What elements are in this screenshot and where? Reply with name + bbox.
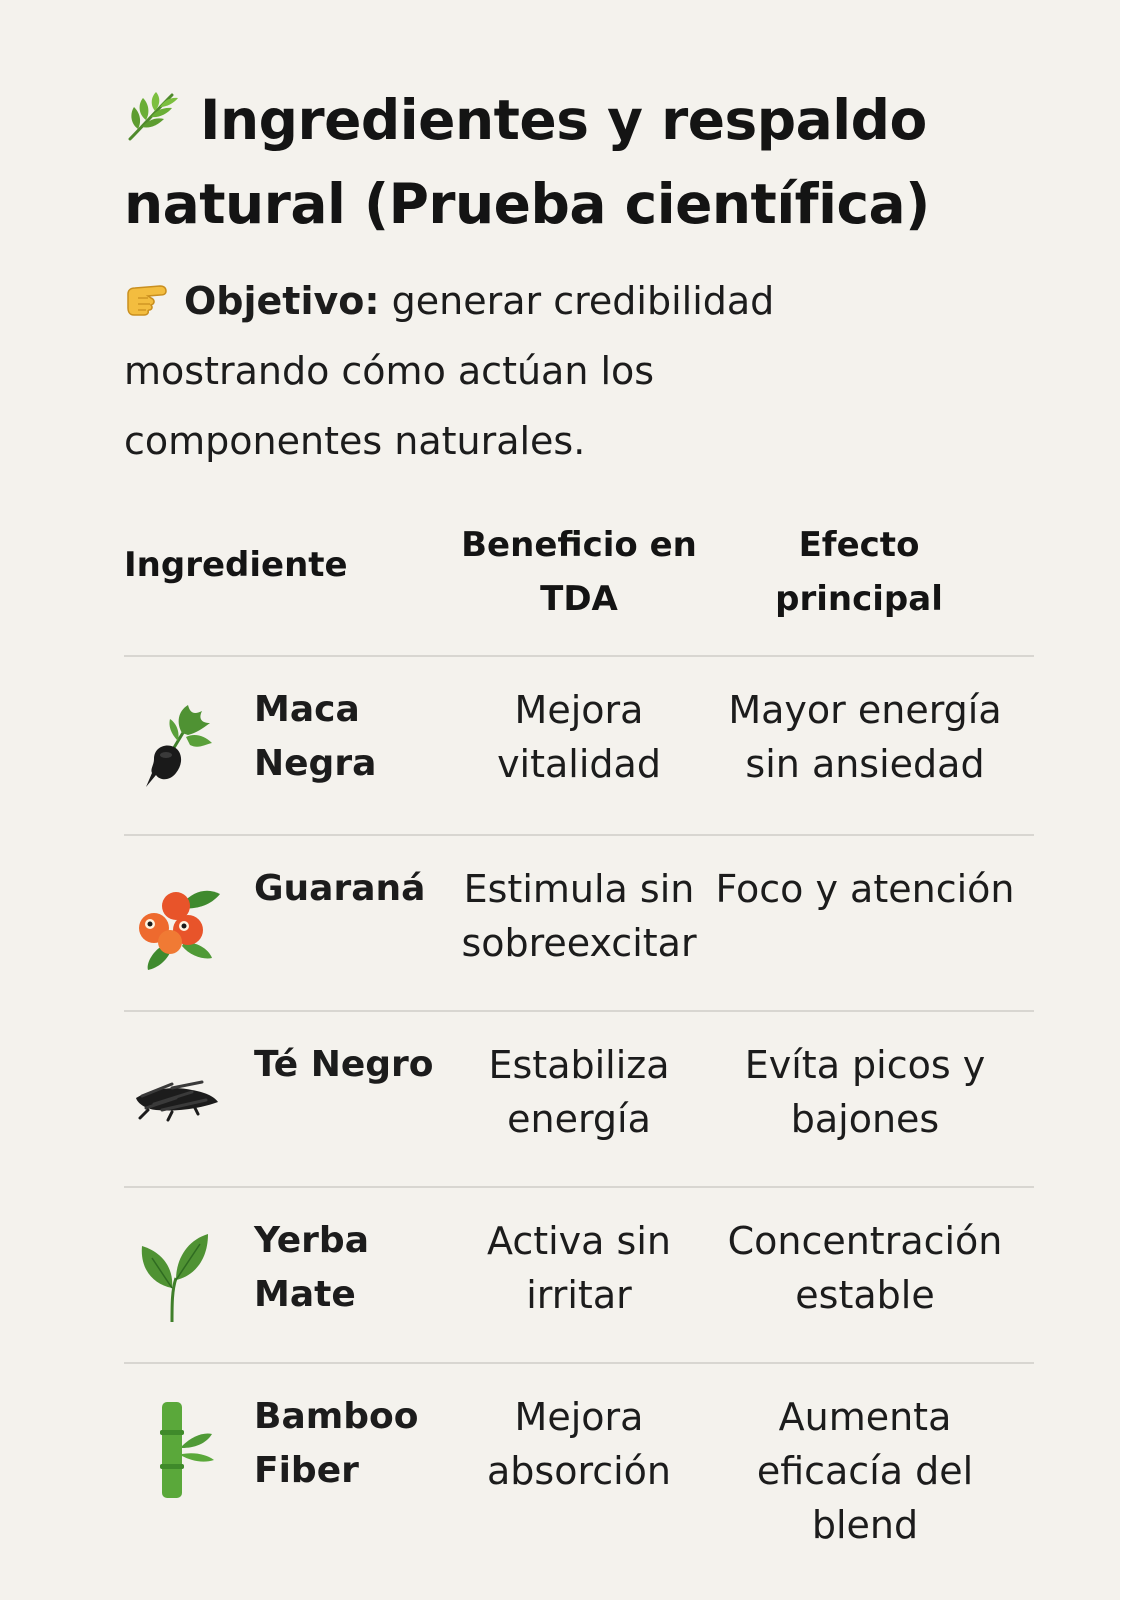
ingredient-benefit: Activa sin irritar — [487, 1219, 671, 1317]
black-maca-root-icon — [132, 693, 222, 793]
ingredient-benefit: Estabiliza energía — [488, 1043, 670, 1141]
bamboo-icon — [132, 1400, 222, 1500]
ingredient-effect: Foco y atención — [715, 867, 1015, 911]
ingredient-benefit: Mejora absorción — [486, 1395, 672, 1493]
objective-paragraph — [124, 266, 904, 476]
table-row — [124, 657, 1034, 827]
table-row — [124, 1188, 1034, 1358]
ingredient-effect: Mayor energía sin ansiedad — [728, 688, 1002, 786]
header-effect: Efecto principal — [775, 525, 943, 619]
table-row — [124, 1012, 1034, 1182]
leaf-sprig-icon — [124, 89, 184, 143]
table-row — [124, 836, 1034, 1006]
ingredient-benefit: Estimula sin sobreexcitar — [461, 867, 697, 965]
guarana-fruit-icon — [132, 872, 222, 972]
header-ingredient: Ingrediente — [124, 545, 348, 585]
page-title-text: Ingredientes y respaldo natural (Prueba científica) — [124, 88, 930, 236]
ingredient-effect: Aumenta eficacía del blend — [756, 1395, 974, 1547]
ingredient-name: Guaraná — [254, 868, 426, 909]
page-title — [124, 78, 984, 246]
header-benefit: Beneficio en TDA — [461, 525, 697, 619]
ingredient-name: Maca Negra — [254, 689, 377, 784]
objective-text: generar credibilidad mostrando cómo actúan los componentes naturales. — [124, 279, 775, 463]
ingredient-benefit: Mejora vitalidad — [497, 688, 661, 786]
yerba-mate-leaves-icon — [132, 1224, 222, 1324]
ingredient-name: Yerba Mate — [254, 1220, 369, 1315]
ingredient-name: Bamboo Fiber — [254, 1396, 419, 1491]
pointing-hand-icon — [124, 278, 168, 318]
objective-label: Objetivo: — [184, 279, 380, 323]
ingredient-name: Té Negro — [254, 1044, 434, 1085]
ingredient-effect: Evíta picos y bajones — [744, 1043, 986, 1141]
table-row — [124, 1364, 1034, 1547]
black-tea-leaves-icon — [132, 1048, 222, 1148]
ingredient-effect: Concentración estable — [727, 1219, 1003, 1317]
page-edge — [1120, 0, 1131, 1600]
